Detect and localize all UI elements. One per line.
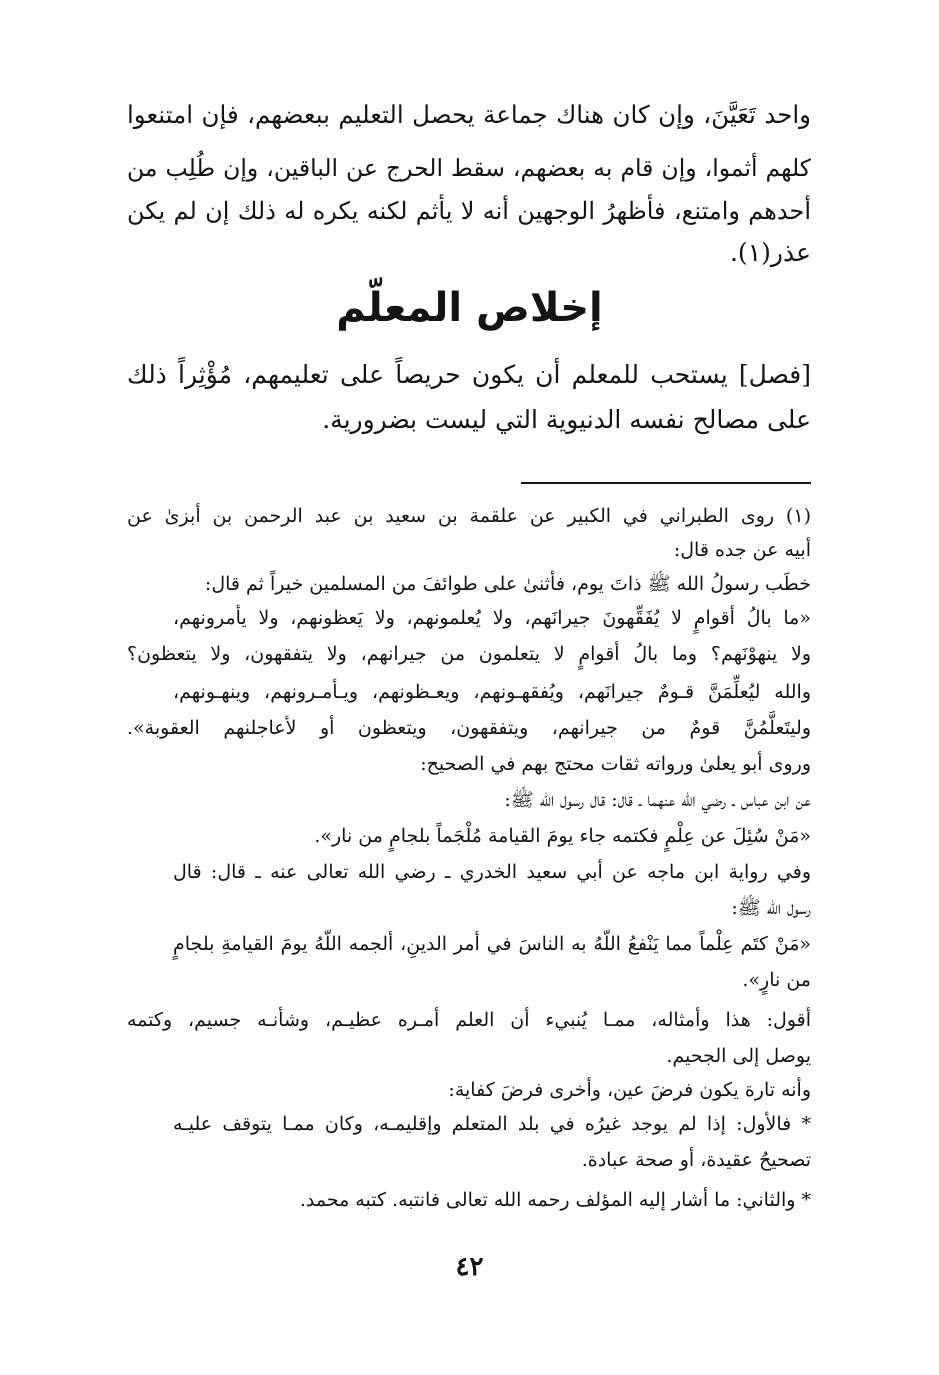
main-text-line: أحدهم وامتنع، فأظهرُ الوجهين أنه لا يأثم لكنه يكره له ذلك إن لم يكن bbox=[127, 197, 811, 225]
footnote-line: عن ابن عباس ـ رضي الله عنهما ـ قال: قال رسول الله ﷺ: bbox=[504, 789, 811, 811]
footnote-line: وأنه تارة يكون فرضَ عين، وأخرى فرضَ كفاية: bbox=[448, 1079, 811, 1101]
footnote-line: «مَنْ سُئِلَ عن عِلْمٍ فكتمه جاء يومَ القيامة مُلْجَماً بلجامٍ من نار». bbox=[314, 825, 811, 847]
footnote-line: وروى أبو يعلىٰ ورواته ثقات محتج بهم في الصحيح: bbox=[420, 753, 811, 775]
section-text-line: [فصل] يستحب للمعلم أن يكون حريصاً على تعليمهم، مُؤْثِراً ذلك bbox=[127, 360, 811, 389]
footnote-line: وفي رواية ابن ماجه عن أبي سعيد الخدري ـ رضي الله تعالى عنه ـ قال: قال bbox=[173, 861, 811, 883]
footnote-line: أبيه عن جده قال: bbox=[673, 539, 811, 561]
footnote-line: (١) روى الطبراني في الكبير عن علقمة بن سعيد بن عبد الرحمن بن أبزىٰ عن bbox=[127, 505, 811, 527]
footnote-line: ولا ينهوْنَهم؟ وما بالُ أقوامٍ لا يتعلمون من جيرانهم، ولا يتفقهون، ولا يتعظون؟ bbox=[127, 643, 811, 665]
section-text-line: على مصالح نفسه الدنيوية التي ليست بضرورية. bbox=[322, 405, 811, 434]
footnote-line: والله ليُعلِّمَنَّ قـومٌ جيرانَهم، ويُفقهـونهم، ويعـظونهم، ويـأمـرونهم، وينهـونهم، bbox=[173, 681, 811, 703]
main-text-line: كلهم أثموا، وإن قام به بعضهم، سقط الحرج عن الباقين، وإن طُلِب من bbox=[127, 154, 811, 182]
footnote-line: «مَنْ كتَم عِلْماً مما يَنْفعُ اللّهُ به الناسَ في أمر الدينِ، ألجمه اللّهُ يومَ القيامةِ بلجامٍ bbox=[173, 933, 811, 955]
main-text-line: واحد تَعَيَّنَ، وإن كان هناك جماعة يحصل التعليم ببعضهم، فإن امتنعوا bbox=[127, 100, 811, 129]
footnote-line: يوصل إلى الجحيم. bbox=[666, 1045, 811, 1067]
section-heading: إخلاص المعلّم bbox=[336, 285, 603, 331]
footnote-line: * فالأول: إذا لم يوجد غيرُه في بلد المتعلم وإقليمـه، وكان ممـا يتوقف عليـه bbox=[173, 1113, 811, 1135]
footnote-line: رسول الله ﷺ: bbox=[731, 897, 811, 919]
footnote-line: أقول: هذا وأمثاله، ممـا يُنبيء أن العلم أمـره عظيـم، وشأنـه جسيم، وكتمه bbox=[127, 1009, 811, 1031]
footnote-line: تصحيحُ عقيدة، أو صحة عبادة. bbox=[581, 1149, 811, 1171]
main-text-line: عذر(١). bbox=[729, 238, 811, 267]
footnote-separator bbox=[521, 482, 811, 484]
footnote-line: وليتَعلَّمُنَّ قومٌ من جيرانهم، ويتفقهون، ويتعظون أو لأعاجلنهم العقوبة». bbox=[127, 717, 811, 739]
footnote-line: خطَب رسولُ الله ﷺ ذاتَ يوم، فأثنىٰ على طوائفَ من المسلمين خيراً ثم قال: bbox=[204, 573, 811, 595]
page-number: ٤٢ bbox=[455, 1252, 484, 1282]
footnote-line: من نارٍ». bbox=[742, 969, 811, 991]
footnote-line: * والثاني: ما أشار إليه المؤلف رحمه الله تعالى فانتبه. كتبه محمد. bbox=[299, 1189, 811, 1211]
footnote-line: «ما بالُ أقوامٍ لا يُفَقِّهونَ جيرانَهم، ولا يُعلمونهم، ولا يَعظونهم، ولا يأمرونهم، bbox=[173, 607, 811, 629]
